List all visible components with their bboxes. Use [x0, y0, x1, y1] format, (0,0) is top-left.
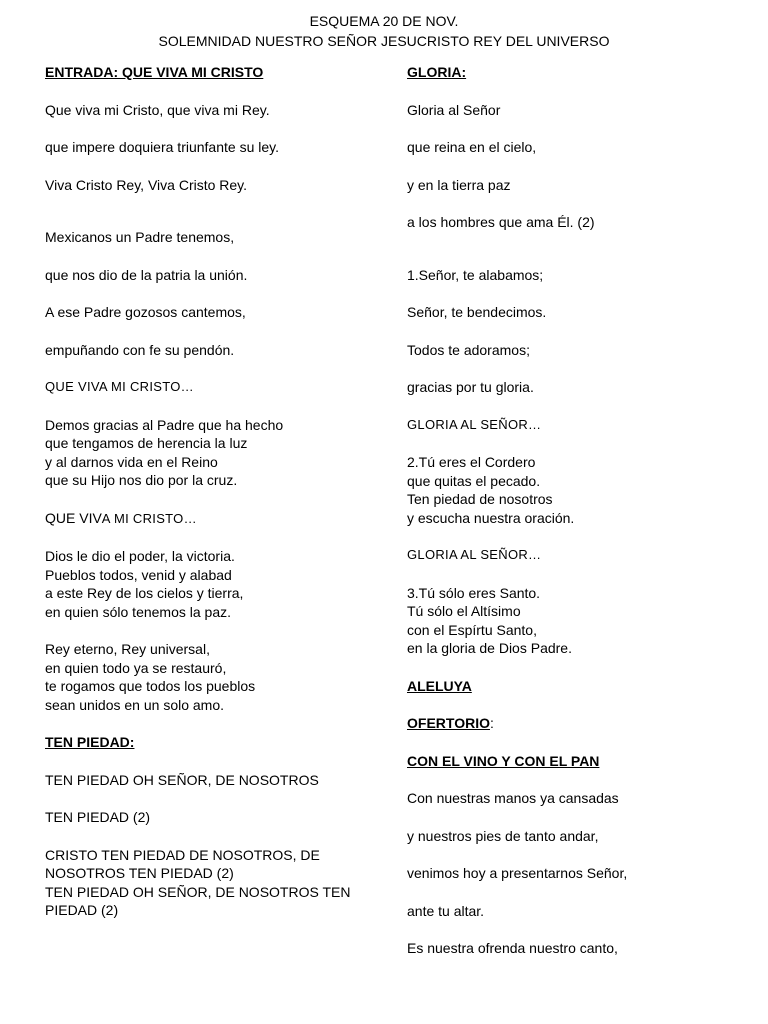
chorus-reference [45, 509, 380, 529]
lyric-line: Todos te adoramos; [407, 341, 530, 358]
con-el-vino-title: CON EL VINO Y CON EL PAN [407, 752, 600, 769]
stanza [45, 416, 380, 490]
aleluya-title: ALELUYA [407, 677, 472, 694]
lyric-line: 2.Tú eres el Cordero [407, 454, 536, 470]
chorus-reference: GLORIA AL SEÑOR… [407, 547, 542, 562]
stanza [407, 584, 737, 658]
lyric-line: CRISTO TEN PIEDAD DE NOSOTROS, DE [45, 846, 320, 863]
lyric-line: PIEDAD (2) [45, 902, 119, 918]
right-column [407, 63, 737, 977]
lyric-line: te rogamos que todos los pueblos [45, 678, 256, 694]
stanza [45, 640, 380, 714]
stanza [45, 547, 380, 621]
lyric-line: que nos dio de la patria la unión. [45, 266, 248, 283]
lyric-line: TEN PIEDAD OH SEÑOR, DE NOSOTROS TEN [45, 883, 351, 900]
lyric-line: que tengamos de herencia la luz [45, 435, 248, 451]
ten-piedad-title: TEN PIEDAD: [45, 734, 135, 750]
lyric-line: Viva Cristo Rey, Viva Cristo Rey. [45, 176, 248, 193]
lyric-line: y en la tierra paz [407, 176, 511, 193]
gloria-title: GLORIA: [407, 64, 467, 80]
lyric-line: Mexicanos un Padre tenemos, [45, 229, 235, 245]
lyric-line: con el Espírtu Santo, [407, 621, 537, 638]
chorus-reference: QUE VIVA MI CRISTO… [45, 379, 194, 394]
lyric-line: en quien todo ya se restauró, [45, 659, 227, 676]
lyric-line: Demos gracias al Padre que ha hecho [45, 416, 284, 433]
chorus-part: A MI CRISTO… [101, 510, 197, 526]
header-line-2: SOLEMNIDAD NUESTRO SEÑOR JESUCRISTO REY DEL UNIVERSO [158, 33, 610, 49]
lyric-line: Señor, te bendecimos. [407, 304, 547, 320]
lyric-line: 1.Señor, te alabamos; [407, 266, 544, 283]
lyric-line: venimos hoy a presentarnos Señor, [407, 865, 628, 881]
chorus-reference: GLORIA AL SEÑOR… [407, 416, 542, 432]
lyric-line: Dios le dio el poder, la victoria. [45, 548, 235, 564]
ofertorio-colon: : [489, 715, 494, 731]
stanza [45, 846, 380, 920]
lyric-line: ante tu altar. [407, 902, 485, 919]
lyric-line: que reina en el cielo, [407, 139, 537, 155]
chorus-part: QUE VIV [45, 509, 102, 526]
lyric-line: Es nuestra ofrenda nuestro canto, [407, 940, 618, 956]
lyric-line: a este Rey de los cielos y tierra, [45, 585, 244, 601]
ofertorio-title: OFERTORIO [407, 715, 490, 731]
lyric-line: y nuestros pies de tanto andar, [407, 827, 599, 844]
lyric-line: Ten piedad de nosotros [407, 491, 553, 507]
lyric-line: a los hombres que ama Él. (2) [407, 214, 595, 230]
lyric-line: Pueblos todos, venid y alabad [45, 566, 232, 583]
lyric-line: y escucha nuestra oración. [407, 509, 575, 526]
entrada-title: ENTRADA: QUE VIVA MI CRISTO [45, 64, 264, 80]
left-column [45, 63, 380, 939]
lyric-line: sean unidos en un solo amo. [45, 696, 225, 713]
lyric-line: Tú sólo el Altísimo [407, 603, 521, 619]
lyric-line: en quien sólo tenemos la paz. [45, 603, 232, 620]
lyric-line: que su Hijo nos dio por la cruz. [45, 472, 238, 488]
lyric-line: Rey eterno, Rey universal, [45, 641, 210, 657]
document-header [0, 11, 768, 51]
lyric-line: TEN PIEDAD (2) [45, 809, 151, 825]
lyric-line: gracias por tu gloria. [407, 379, 534, 395]
lyric-line: TEN PIEDAD OH SEÑOR, DE NOSOTROS [45, 771, 319, 788]
lyric-line: NOSOTROS TEN PIEDAD (2) [45, 865, 234, 881]
lyric-line: empuñando con fe su pendón. [45, 341, 235, 358]
lyric-line: que quitas el pecado. [407, 472, 541, 489]
lyric-line: que impere doquiera triunfante su ley. [45, 139, 279, 155]
lyric-line: Con nuestras manos ya cansadas [407, 790, 619, 806]
lyric-line: Gloria al Señor [407, 101, 501, 118]
lyric-line: 3.Tú sólo eres Santo. [407, 584, 541, 601]
header-line-1: ESQUEMA 20 DE NOV. [309, 13, 459, 29]
lyric-line: en la gloria de Dios Padre. [407, 640, 572, 656]
stanza [407, 453, 737, 527]
lyric-line: Que viva mi Cristo, que viva mi Rey. [45, 101, 270, 118]
lyric-line: A ese Padre gozosos cantemos, [45, 304, 246, 320]
ofertorio-heading [407, 714, 737, 733]
lyric-line: y al darnos vida en el Reino [45, 453, 218, 470]
